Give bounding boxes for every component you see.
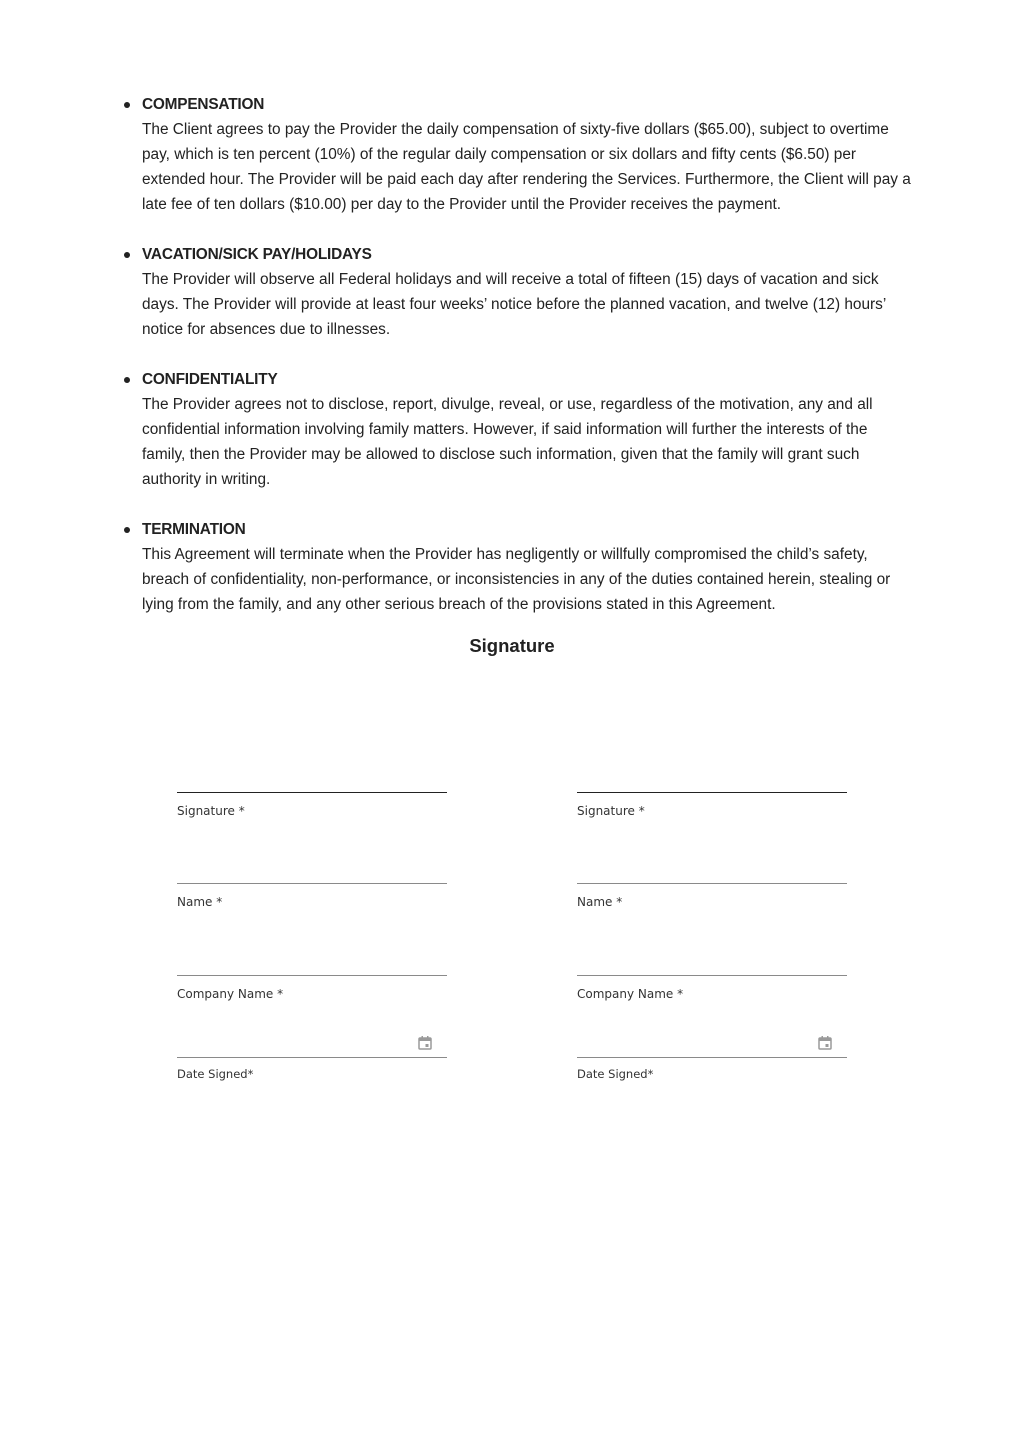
company-name-field — [577, 943, 847, 1002]
date-signed-input[interactable] — [577, 1025, 847, 1058]
clause-heading: CONFIDENTIALITY — [142, 371, 278, 388]
clause-termination — [142, 517, 914, 617]
calendar-icon[interactable] — [417, 1035, 433, 1051]
clause-body: The Provider will observe all Federal holidays and will receive a total of fifteen (15) days of vacation and sick days. The Provider will provide at least four weeks’ notice before the planned vacation, and twelve (12) hours’ notice for absences due to illnesses. — [142, 271, 886, 338]
calendar-icon[interactable] — [817, 1035, 833, 1051]
bullet-icon — [124, 527, 130, 533]
name-label: Name * — [177, 895, 223, 909]
clause-heading: VACATION/SICK PAY/HOLIDAYS — [142, 246, 372, 263]
signature-input[interactable] — [177, 760, 447, 793]
clause-body: This Agreement will terminate when the Provider has negligently or willfully compromised the child’s safety, breach of confidentiality, non-performance, or inconsistencies in any of the duties contained herein, stealing or lying from the family, and any other serious breach of the provisions stated in this Agreement. — [142, 546, 891, 613]
signature-input[interactable] — [577, 760, 847, 793]
name-input[interactable] — [177, 851, 447, 884]
signature-field — [577, 760, 847, 819]
clause-compensation — [142, 92, 914, 217]
company-name-input[interactable] — [577, 943, 847, 976]
date-signed-input[interactable] — [177, 1025, 447, 1058]
clause-list — [0, 92, 1024, 617]
company-name-label: Company Name * — [577, 987, 684, 1001]
date-signed-field — [177, 1025, 447, 1082]
bullet-icon — [124, 377, 130, 383]
clause-body: The Provider agrees not to disclose, report, divulge, reveal, or use, regardless of the motivation, any and all confidential information involving family matters. However, if said information will further the interests of the family, then the Provider may be allowed to disclose such information, given that the family will grant such authority in writing. — [142, 396, 873, 488]
name-input[interactable] — [577, 851, 847, 884]
date-signed-label: Date Signed* — [177, 1067, 254, 1081]
clause-confidentiality — [142, 367, 914, 492]
clause-heading: TERMINATION — [142, 521, 246, 538]
name-field — [177, 851, 447, 910]
clause-vacation — [142, 242, 914, 342]
signature-section-title: Signature — [469, 635, 555, 656]
company-name-label: Company Name * — [177, 987, 284, 1001]
bullet-icon — [124, 252, 130, 258]
date-signed-label: Date Signed* — [577, 1067, 654, 1081]
date-signed-field — [577, 1025, 847, 1082]
signature-label: Signature * — [177, 804, 245, 818]
clause-body: The Client agrees to pay the Provider the daily compensation of sixty-five dollars ($65.00), subject to overtime pay, which is ten percent (10%) of the regular daily compensation or six dollars and fifty cents ($6.50) per extended hour. The Provider will be paid each day after rendering the Services. Furthermore, the Client will pay a late fee of ten dollars ($10.00) per day to the Provider until the Provider receives the payment. — [142, 121, 911, 213]
clause-heading: COMPENSATION — [142, 96, 265, 113]
company-name-field — [177, 943, 447, 1002]
bullet-icon — [124, 102, 130, 108]
name-label: Name * — [577, 895, 623, 909]
company-name-input[interactable] — [177, 943, 447, 976]
signature-field — [177, 760, 447, 819]
name-field — [577, 851, 847, 910]
signature-label: Signature * — [577, 804, 645, 818]
